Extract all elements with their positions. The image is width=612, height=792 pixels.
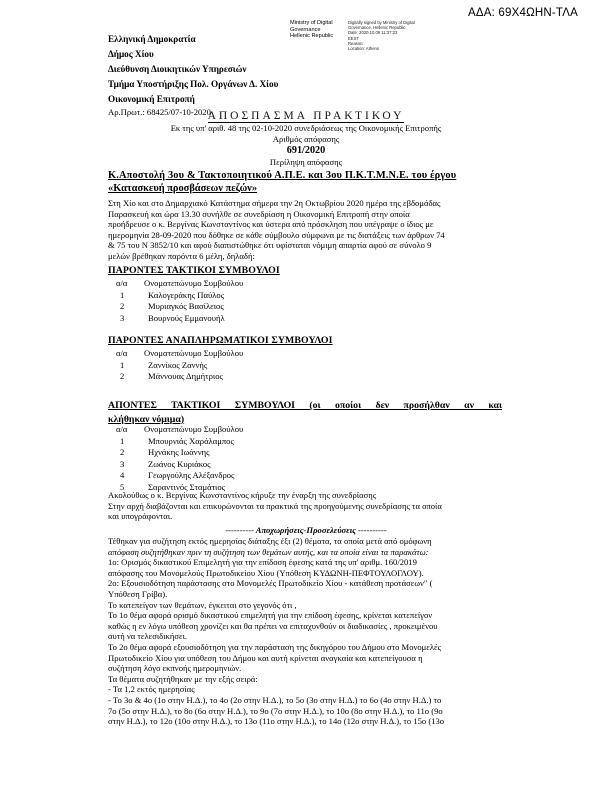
document-header bbox=[108, 32, 278, 118]
intro-line: προήδρευσε ο κ. Βεργίνας Κωνσταντίνος και ύστερα από πρόσκληση που υπέγραψε ο ίδιος με bbox=[108, 219, 434, 230]
proceedings-line: Ακολούθως ο κ. Βεργίνας Κωνσταντίνος κήρυξε την έναρξη της συνεδρίασης bbox=[108, 490, 377, 500]
body-line: Τέθηκαν για συζήτηση εκτός ημερησίας διάταξης έξι (2) θέματα, τα οποία μετά από ομόφωνη bbox=[108, 536, 432, 546]
column-name: Ονοματεπώνυμο Συμβούλου bbox=[144, 278, 244, 288]
header-line: Τμήμα Υποστήριξης Πολ. Οργάνων Δ. Χίου bbox=[108, 79, 279, 89]
body-line: Πρωτοδικείο Χίου για υπόθεση του Δήμου και αυτή κρίνεται αναγκαία και κατεπείγουσα η bbox=[108, 652, 423, 663]
member-name: Μυριαγκός Βασίλειος bbox=[148, 301, 224, 311]
intro-line: ημερομηνία 28-09-2020 που δόθηκε σε κάθε σύμβουλο σύμφωνα με τις διατάξεις των άρθρων 74 bbox=[108, 229, 445, 240]
signature-detail-line: Digitally signed by Ministry of Digital bbox=[348, 20, 415, 25]
decision-subject bbox=[108, 170, 502, 195]
header-line: Διεύθυνση Διοικητικών Υπηρεσιών bbox=[108, 64, 247, 74]
absent-members-table bbox=[116, 424, 243, 493]
row-number: 2 bbox=[120, 447, 125, 457]
table-row bbox=[116, 447, 243, 459]
row-number: 5 bbox=[120, 481, 125, 492]
body-line: Το κατεπείγον των θεμάτων, έγκειται στο γεγονός ότι , bbox=[108, 599, 297, 610]
signature-detail-line: Reason: bbox=[348, 40, 364, 46]
member-name: Ζωάνος Κυριάκος bbox=[148, 458, 211, 469]
table-row bbox=[116, 301, 243, 313]
decision-number: 691/2020 bbox=[286, 145, 326, 156]
column-number: α/α bbox=[116, 424, 128, 434]
row-number: 3 bbox=[120, 312, 125, 323]
column-number: α/α bbox=[116, 348, 128, 358]
signer-line: Hellenic Republic bbox=[290, 33, 334, 40]
present-members-table bbox=[116, 278, 243, 324]
row-number: 2 bbox=[120, 301, 125, 311]
body-line: Το 2ο θέμα αφορά εξουσιοδότηση για την παράσταση της δικηγόρου του Δήμου στο Μονομελές bbox=[108, 641, 442, 652]
table-row bbox=[116, 470, 243, 482]
signature-detail-line: Location: Athens bbox=[348, 46, 379, 52]
signer-line: Governance bbox=[290, 26, 321, 33]
row-number: 3 bbox=[120, 458, 125, 469]
table-row bbox=[116, 360, 243, 372]
body-line: απόφασης του Μονομελούς Πρωτοδικείου Χίου (Υπόθεση ΚΥΔΩΝΗ-ΠΕΦΤΟΥΛΟΓΛΟΥ). bbox=[108, 567, 424, 578]
intro-line: & 75 του Ν 3852/10 και αφού διαπιστώθηκε ότι υφίσταται νόμιμη απαρτία αφού σε σύνολο 9 bbox=[108, 240, 432, 251]
body-line: 7ο (5ο στην Η.Δ.), το 8ο (6ο στην Η.Δ.), το 9ο (7ο στην Η.Δ.), το 10ο (8ο στην Η.Δ.), το 11ο (9ο bbox=[108, 705, 443, 716]
body-line: Υπόθεση Γρίβα). bbox=[108, 588, 168, 599]
absent-title-line: ΑΠΟΝΤΕΣ ΤΑΚΤΙΚΟΙ ΣΥΜΒΟΥΛΟΙ (οι οποίοι δεν προσήλθαν αν και bbox=[108, 400, 502, 411]
row-number: 1 bbox=[120, 289, 125, 300]
body-line: αυτή να τελεσιδικήσει. bbox=[108, 631, 188, 642]
proceedings-line: Στην αρχή διαβάζονται και επικυρώνονται τα πρακτικά της προηγούμενης συνεδρίασης τα οποία bbox=[108, 500, 442, 511]
absent-title-line: κλήθηκαν νόμιμα) bbox=[108, 413, 185, 425]
body-line: - Τα 1,2 εκτός ημερησίας bbox=[108, 684, 195, 695]
subject-line: «Κατασκευή προσβάσεων πεζών» bbox=[108, 182, 258, 194]
header-line: Δήμος Χίου bbox=[108, 49, 154, 59]
table-row bbox=[116, 313, 243, 325]
intro-paragraph bbox=[108, 198, 502, 262]
member-name: Μπουρνιάς Χαράλαμπος bbox=[148, 435, 234, 446]
member-name: Γεωργούλης Αλέξανδρος bbox=[148, 470, 235, 480]
subject-line: Κ.Αποστολή 3ου & Τακτοποιητικού Α.Π.Ε. και 3ου Π.Κ.Τ.Μ.Ν.Ε. του έργου bbox=[108, 170, 457, 181]
digital-signature-signer bbox=[290, 20, 333, 40]
departures-arrivals-title: ---------- Αποχωρήσεις-Προσελεύσεις ---------- bbox=[225, 525, 387, 535]
decision-summary-label: Περίληψη απόφασης bbox=[269, 157, 343, 167]
proceedings-paragraph bbox=[108, 490, 502, 522]
table-row bbox=[116, 290, 243, 302]
out-of-agenda-section bbox=[108, 536, 502, 727]
body-line: 1ο: Ορισμός δικαστικού Επιμελητή για την επίδοση έφεσης κατά της υπ' αριθμ. 160/2019 bbox=[108, 557, 417, 568]
signature-detail-line: Governance, Hellenic Republic bbox=[348, 25, 406, 31]
alternate-members-table bbox=[116, 348, 243, 383]
proceedings-line: και υπογράφονται. bbox=[108, 511, 173, 522]
column-name: Ονοματεπώνυμο Συμβούλου bbox=[144, 348, 244, 358]
body-line: Το 1ο θέμα αφορά ορισμό δικαστικού επιμελητή για την επίδοση έφεσης, κρίνεται κατεπείγον bbox=[108, 610, 433, 621]
row-number: 2 bbox=[120, 371, 125, 381]
row-number: 4 bbox=[120, 470, 125, 480]
absent-members-title bbox=[108, 399, 502, 426]
body-line: 2ο: Εξουσιοδότηση παράστασης στο Μονομελές Πρωτοδικείο Χίου - κατάθεση προτάσεων" ( bbox=[108, 578, 433, 589]
table-header bbox=[116, 348, 243, 360]
table-row bbox=[116, 436, 243, 448]
table-row bbox=[116, 371, 243, 383]
protocol-number: Αρ.Πρωτ.: 68425/07-10-2020 bbox=[108, 107, 211, 117]
present-members-title: ΠΑΡΟΝΤΕΣ ΤΑΚΤΙΚΟΙ ΣΥΜΒΟΥΛΟΙ bbox=[108, 265, 280, 276]
body-line: συζήτηση λόγο εκπνοής ημερομηνιών. bbox=[108, 663, 242, 674]
column-name: Ονοματεπώνυμο Συμβούλου bbox=[144, 424, 244, 434]
body-line: στην Η.Δ.), το 12ο (10ο στην Η.Δ.), το 13ο (11ο στην Η.Δ.), το 14ο (12ο στην Η.Δ.), το 15ο (13ο bbox=[108, 716, 445, 727]
table-header bbox=[116, 424, 243, 436]
ada-code: ΑΔΑ: 69Χ4ΩΗΝ-ΤΛΑ bbox=[468, 7, 579, 19]
table-header bbox=[116, 278, 243, 290]
signature-detail-line: Date: 2020.10.09 11:37:23 bbox=[348, 30, 398, 36]
intro-line: μελών βρέθηκαν παρόντα 6 μέλη, δηλαδή: bbox=[108, 250, 255, 261]
document-title-text: ΑΠΟΣΠΑΣΜΑ ΠΡΑΚΤΙΚΟΥ bbox=[207, 110, 405, 122]
member-name: Ζαννίκος Ζαννής bbox=[148, 359, 208, 370]
intro-line: Παρασκευή και ώρα 13.30 συνήλθε σε συνεδρίαση η Οικονομική Επιτροπή στην οποία bbox=[108, 208, 410, 219]
header-line: Ελληνική Δημοκρατία bbox=[108, 34, 196, 44]
alternate-members-title: ΠΑΡΟΝΤΕΣ ΑΝΑΠΛΗΡΩΜΑΤΙΚΟΙ ΣΥΜΒΟΥΛΟΙ bbox=[108, 335, 333, 346]
table-row bbox=[116, 459, 243, 471]
header-line: Οικονομική Επιτροπή bbox=[108, 94, 195, 104]
row-number: 1 bbox=[120, 435, 125, 446]
body-line: καθώς η εν λόγω υπόθεση χρονίζει και θα πρέπει να επιταχυνθούν οι διαδικασίες , προκειμένου bbox=[108, 620, 438, 631]
member-name: Μάννουας Δημήτριος bbox=[148, 371, 223, 381]
member-name: Βουρνούς Εμμανουήλ bbox=[148, 312, 225, 323]
intro-line: Στη Χίο και στο Δημαρχιακό Κατάστημα σήμερα την 2η Οκτωβρίου 2020 ημέρα της εβδομάδας bbox=[108, 198, 441, 208]
meeting-reference: Εκ της υπ' αριθ. 48 της 02-10-2020 συνεδριάσεως της Οικονομικής Επιτροπής bbox=[170, 123, 442, 133]
digital-signature-details bbox=[348, 20, 415, 51]
document-title bbox=[0, 110, 612, 122]
signature-detail-line: EEST bbox=[348, 35, 359, 41]
signer-line: Ministry of Digital bbox=[290, 20, 333, 26]
body-line: απόφαση συζητήθηκαν πριν τη συζήτηση των θεμάτων αυτής, και τα οποία είναι τα παρακάτω: bbox=[108, 546, 429, 557]
member-name: Σαραντινός Σταμάτιος bbox=[148, 481, 226, 492]
row-number: 1 bbox=[120, 359, 125, 370]
member-name: Ηχνάκης Ιωάννης bbox=[148, 447, 210, 457]
decision-number-label: Αριθμός απόφασης bbox=[272, 134, 340, 144]
member-name: Καλογεράκης Παύλος bbox=[148, 289, 225, 300]
column-number: α/α bbox=[116, 278, 128, 288]
body-line: Τα θέματα συζητήθηκαν με την εξής σειρά: bbox=[108, 673, 258, 684]
body-line: - Το 3ο & 4ο (1ο στην Η.Δ.), το 4ο (2ο στην Η.Δ.), το 5ο (3ο στην Η.Δ.) το 6ο (4ο στην Η.Δ.) το bbox=[108, 694, 442, 705]
